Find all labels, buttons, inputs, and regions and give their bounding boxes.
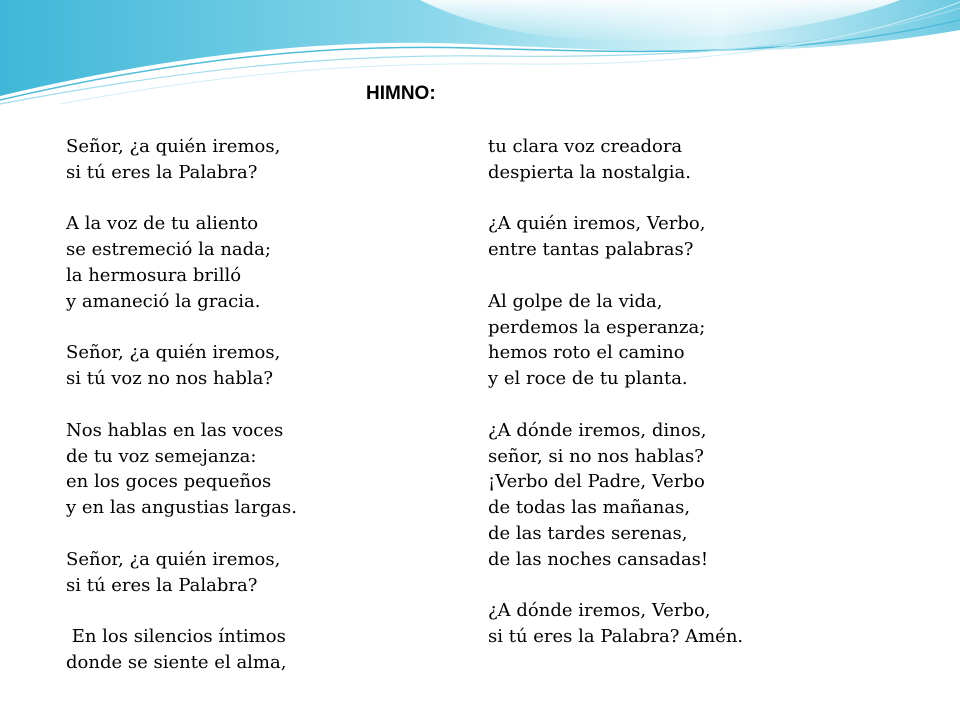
stanza-break (66, 315, 297, 341)
verse-line: de todas las mañanas, (488, 497, 691, 519)
verse-line: hemos roto el camino (488, 342, 685, 364)
verse-line: ¡Verbo del Padre, Verbo (488, 471, 705, 493)
verse-line: y el roce de tu planta. (488, 368, 688, 390)
verse-line: entre tantas palabras? (488, 239, 694, 261)
verse-line: en los goces pequeños (66, 471, 272, 493)
verse-line: la hermosura brilló (66, 264, 242, 286)
stanza-break (66, 598, 297, 624)
page-title: HIMNO: (366, 83, 436, 104)
verse-line: ¿A quién iremos, Verbo, (488, 213, 706, 235)
hymn-right-column (488, 134, 743, 650)
stanza-break (488, 186, 743, 212)
verse-line: y amaneció la gracia. (66, 290, 261, 312)
verse-line: se estremeció la nada; (66, 239, 271, 261)
verse-line: de tu voz semejanza: (66, 445, 257, 467)
verse-line: y en las angustias largas. (66, 497, 297, 519)
verse-line: despierta la nostalgia. (488, 161, 691, 183)
stanza-break (488, 263, 743, 289)
verse-line: Al golpe de la vida, (488, 290, 663, 312)
verse-line: Señor, ¿a quién iremos, (66, 342, 281, 364)
verse-line: si tú eres la Palabra? Amén. (488, 626, 744, 648)
verse-line: tu clara voz creadora (488, 136, 683, 157)
verse-line: Señor, ¿a quién iremos, (66, 548, 281, 570)
stanza-break (66, 521, 297, 547)
verse-line: donde se siente el alma, (66, 651, 287, 673)
verse-line: Señor, ¿a quién iremos, (66, 136, 281, 157)
verse-line: perdemos la esperanza; (488, 316, 706, 338)
verse-line: de las tardes serenas, (488, 522, 688, 544)
hymn-left-column (66, 134, 297, 676)
verse-line: señor, si no nos hablas? (488, 445, 704, 467)
verse-line: si tú voz no nos habla? (66, 368, 273, 390)
verse-line: ¿A dónde iremos, Verbo, (488, 600, 711, 622)
verse-line: En los silencios íntimos (66, 626, 286, 648)
header-wave-decoration (0, 0, 960, 110)
verse-line: si tú eres la Palabra? (66, 574, 258, 596)
verse-line: A la voz de tu aliento (66, 213, 259, 235)
verse-line: Nos hablas en las voces (66, 419, 284, 441)
verse-line: ¿A dónde iremos, dinos, (488, 419, 707, 441)
stanza-break (66, 392, 297, 418)
stanza-break (488, 573, 743, 599)
stanza-break (66, 186, 297, 212)
stanza-break (488, 392, 743, 418)
verse-line: si tú eres la Palabra? (66, 161, 258, 183)
verse-line: de las noches cansadas! (488, 548, 709, 570)
